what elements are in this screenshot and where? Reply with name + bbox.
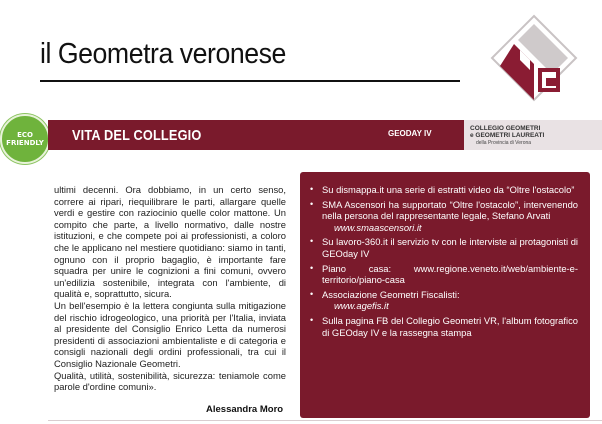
bullet-icon: • (310, 288, 314, 299)
logo-mark (490, 14, 578, 104)
college-name-line2: e GEOMETRI LAUREATI (470, 132, 545, 139)
list-item-link[interactable]: www.smaascensori.it (334, 221, 422, 233)
eco-badge-line1: ECO (17, 131, 33, 139)
bullet-icon: • (310, 198, 314, 209)
bullet-icon: • (310, 314, 314, 325)
list-item-text: Sulla pagina FB del Collegio Geometri VR, l'album fotografico di GEOday IV e la rassegna stampa (322, 314, 578, 338)
list-item-text: Su dismappa.it una serie di estratti video da “Oltre l'ostacolo” (322, 184, 575, 195)
article-paragraph: ultimi decenni. Ora dobbiamo, in un certo senso, correre ai ripari, riequilibrare le parti, allargare quelle verdi e gestire con raziocinio quelle color mattone. Un compito che parte, a livello normativo, dalle nostre istituzioni, e che compete poi ai professionisti, a coloro che le applicano nel mestiere quotidiano: siamo in tanti, ognuno con il proprio bagaglio, è importante fare squadra per unire le cognizioni a fini comuni, ovvero un'edilizia sostenibile, integrata con l'ambiente, di qualità e, soprattutto, sicura. (54, 184, 286, 300)
eco-badge-line2: FRIENDLY (6, 139, 44, 147)
author-signature: Alessandra Moro (206, 404, 284, 415)
links-list (300, 172, 590, 338)
list-item-link[interactable]: www.agefis.it (334, 300, 389, 312)
list-item (310, 236, 578, 259)
links-sidebar-box (300, 172, 590, 418)
article-paragraph: Un bell'esempio è la lettera congiunta sulla mitigazione del rischio idrogeologico, una priorità per l'Italia, inviata al presidente del Consiglio Enrico Letta da numerosi presidenti di associazioni ambientaliste e di categoria e consigli nazionali degli ordini professionali, tra cui il Consiglio Nazionale Geometri. (54, 299, 286, 369)
article-paragraph: Qualità, utilità, sostenibilità, sicurezza: teniamole come parole d'ordine comuni». (54, 369, 286, 393)
list-item (310, 263, 578, 286)
bottom-divider (48, 420, 602, 421)
list-item (310, 289, 578, 312)
college-province: della Provincia di Verona (476, 140, 532, 146)
list-item-text: Piano casa: www.regione.veneto.it/web/ambiente-e-territorio/piano-casa (322, 262, 578, 286)
bullet-icon: • (310, 236, 314, 247)
bullet-icon: • (310, 262, 314, 273)
list-item (310, 184, 578, 196)
college-logo (490, 14, 578, 104)
list-item (310, 315, 578, 338)
event-label: GEODAY IV (388, 129, 432, 138)
section-header-bar (48, 120, 602, 150)
eco-friendly-badge (0, 114, 50, 164)
title-underline (40, 80, 460, 82)
college-name-panel (464, 120, 602, 150)
list-item (310, 199, 578, 234)
list-item-text: SMA Ascensori ha supportato “Oltre l'ostacolo”, intervenendo nella persona del rappresentante legale, Stefano Arvati (322, 198, 578, 222)
college-name (470, 125, 544, 139)
bullet-icon: • (310, 184, 314, 194)
college-name-line1: COLLEGIO GEOMETRI (470, 125, 541, 132)
list-item-text: Su lavoro-360.it il servizio tv con le interviste ai protagonisti di GEOday IV (322, 236, 578, 259)
section-title: VITA DEL COLLEGIO (72, 127, 202, 144)
article-body (54, 184, 286, 393)
list-item-text: Associazione Geometri Fiscalisti: (322, 288, 460, 300)
magazine-title: il Geometra veronese (40, 38, 286, 70)
